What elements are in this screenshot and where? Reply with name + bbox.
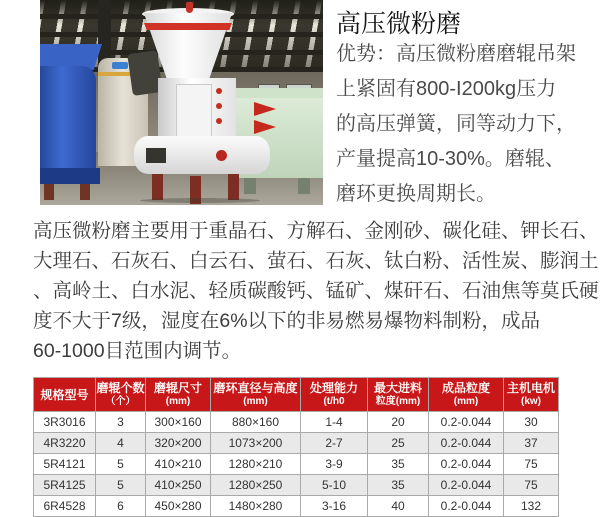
table-cell: 0.2-0.044 xyxy=(429,496,504,517)
mill-leg xyxy=(152,174,163,200)
col-header-roller-count: 磨辊个数 （个） xyxy=(96,378,146,412)
table-cell: 450×280 xyxy=(146,496,211,517)
table-cell: 1480×280 xyxy=(211,496,301,517)
green-machine-leg xyxy=(244,178,256,194)
text-line: 度不大于7级，湿度在6%以下的非易燃易爆物料制粉，成品 xyxy=(33,310,541,332)
table-cell: 1280×210 xyxy=(211,454,301,475)
green-machine-top xyxy=(226,88,323,98)
table-cell: 410×210 xyxy=(146,454,211,475)
table-cell: 1280×250 xyxy=(211,475,301,496)
mill-red-bolt xyxy=(216,88,222,94)
text-line: 高压微粉磨主要用于重晶石、方解石、金刚砂、碳化硅、钾长石、 xyxy=(33,220,599,242)
table-cell: 1073×200 xyxy=(211,433,301,454)
table-cell: 5 xyxy=(96,475,146,496)
table-cell: 5 xyxy=(96,454,146,475)
text-line: 60-1000目范围内调节。 xyxy=(33,340,242,362)
table-cell: 0.2-0.044 xyxy=(429,412,504,433)
blue-mill-base xyxy=(40,168,100,184)
table-cell: 40 xyxy=(368,496,429,517)
col-header-max-feed: 最大进料 粒度(mm) xyxy=(368,378,429,412)
spec-table xyxy=(33,377,559,517)
text-line: 优势：高压微粉磨磨辊吊架 xyxy=(336,43,576,65)
table-cell: 35 xyxy=(368,454,429,475)
mill-red-bolt xyxy=(216,118,222,124)
table-cell: 3 xyxy=(96,412,146,433)
red-flag xyxy=(254,102,276,116)
table-cell: 300×160 xyxy=(146,412,211,433)
text-line: 上紧固有800-I200kg压力 xyxy=(336,78,557,100)
table-cell: 37 xyxy=(504,433,559,454)
table-cell: 1-4 xyxy=(301,412,368,433)
page-title: 高压微粉磨 xyxy=(336,10,462,38)
text-line: 的高压弹簧，同等动力下， xyxy=(336,113,576,135)
table-cell: 3-9 xyxy=(301,454,368,475)
table-cell: 410×250 xyxy=(146,475,211,496)
blue-mill-leg xyxy=(44,184,54,200)
mill-access-door xyxy=(176,84,212,138)
text-line: 大理石、石灰石、白云石、萤石、石灰、钛白粉、活性炭、膨润土 xyxy=(33,250,599,272)
col-header-model: 规格型号 xyxy=(34,378,96,412)
table-cell: 320×200 xyxy=(146,433,211,454)
mill-red-hook xyxy=(186,2,193,13)
col-header-product-size: 成品粒度 (mm) xyxy=(429,378,504,412)
table-cell: 6 xyxy=(96,496,146,517)
table-cell: 5-10 xyxy=(301,475,368,496)
col-header-roller-size: 磨辊尺寸 (mm) xyxy=(146,378,211,412)
advantage-text xyxy=(336,37,576,212)
red-flag xyxy=(254,120,276,134)
table-row xyxy=(34,496,559,517)
table-cell: 4R3220 xyxy=(34,433,96,454)
table-cell: 3-16 xyxy=(301,496,368,517)
table-cell: 35 xyxy=(368,475,429,496)
table-cell: 75 xyxy=(504,475,559,496)
table-cell: 30 xyxy=(504,412,559,433)
table-cell: 25 xyxy=(368,433,429,454)
table-row xyxy=(34,433,559,454)
green-machine-leg xyxy=(298,178,310,194)
col-header-capacity: 处理能力 (t/h0 xyxy=(301,378,368,412)
table-row xyxy=(34,454,559,475)
table-row xyxy=(34,412,559,433)
mill-leg xyxy=(228,174,239,200)
table-cell: 5R4125 xyxy=(34,475,96,496)
table-row xyxy=(34,475,559,496)
table-cell: 5R4121 xyxy=(34,454,96,475)
table-cell: 20 xyxy=(368,412,429,433)
text-line: 产量提高10-30%。磨辊、 xyxy=(336,148,565,170)
spec-table-header xyxy=(34,378,559,412)
table-cell: 75 xyxy=(504,454,559,475)
table-cell: 4 xyxy=(96,433,146,454)
mill-shadow xyxy=(140,198,260,203)
blue-mill-leg xyxy=(80,184,90,200)
table-cell: 0.2-0.044 xyxy=(429,454,504,475)
header-row xyxy=(34,378,559,412)
col-header-ring-size: 磨环直径与高度 (mm) xyxy=(211,378,301,412)
table-cell: 0.2-0.044 xyxy=(429,475,504,496)
mill-vent-opening xyxy=(146,148,166,163)
mill-brand-emblem xyxy=(216,150,227,161)
mill-red-bolt xyxy=(216,103,222,109)
spec-table-body xyxy=(34,412,559,517)
product-photo xyxy=(40,0,323,205)
mill-red-ring xyxy=(144,23,232,30)
col-header-motor: 主机电机 (kw) xyxy=(504,378,559,412)
table-cell: 6R4528 xyxy=(34,496,96,517)
text-line: 、高岭土、白水泥、轻质碳酸钙、锰矿、煤矸石、石油焦等莫氏硬 xyxy=(33,280,599,302)
text-line: 磨环更换周期长。 xyxy=(336,183,496,205)
white-mill-label xyxy=(112,62,128,69)
table-cell: 2-7 xyxy=(301,433,368,454)
table-cell: 0.2-0.044 xyxy=(429,433,504,454)
table-cell: 880×160 xyxy=(211,412,301,433)
table-cell: 3R3016 xyxy=(34,412,96,433)
intro-paragraph xyxy=(33,216,599,366)
table-cell: 132 xyxy=(504,496,559,517)
blue-mill-machine xyxy=(40,66,96,170)
